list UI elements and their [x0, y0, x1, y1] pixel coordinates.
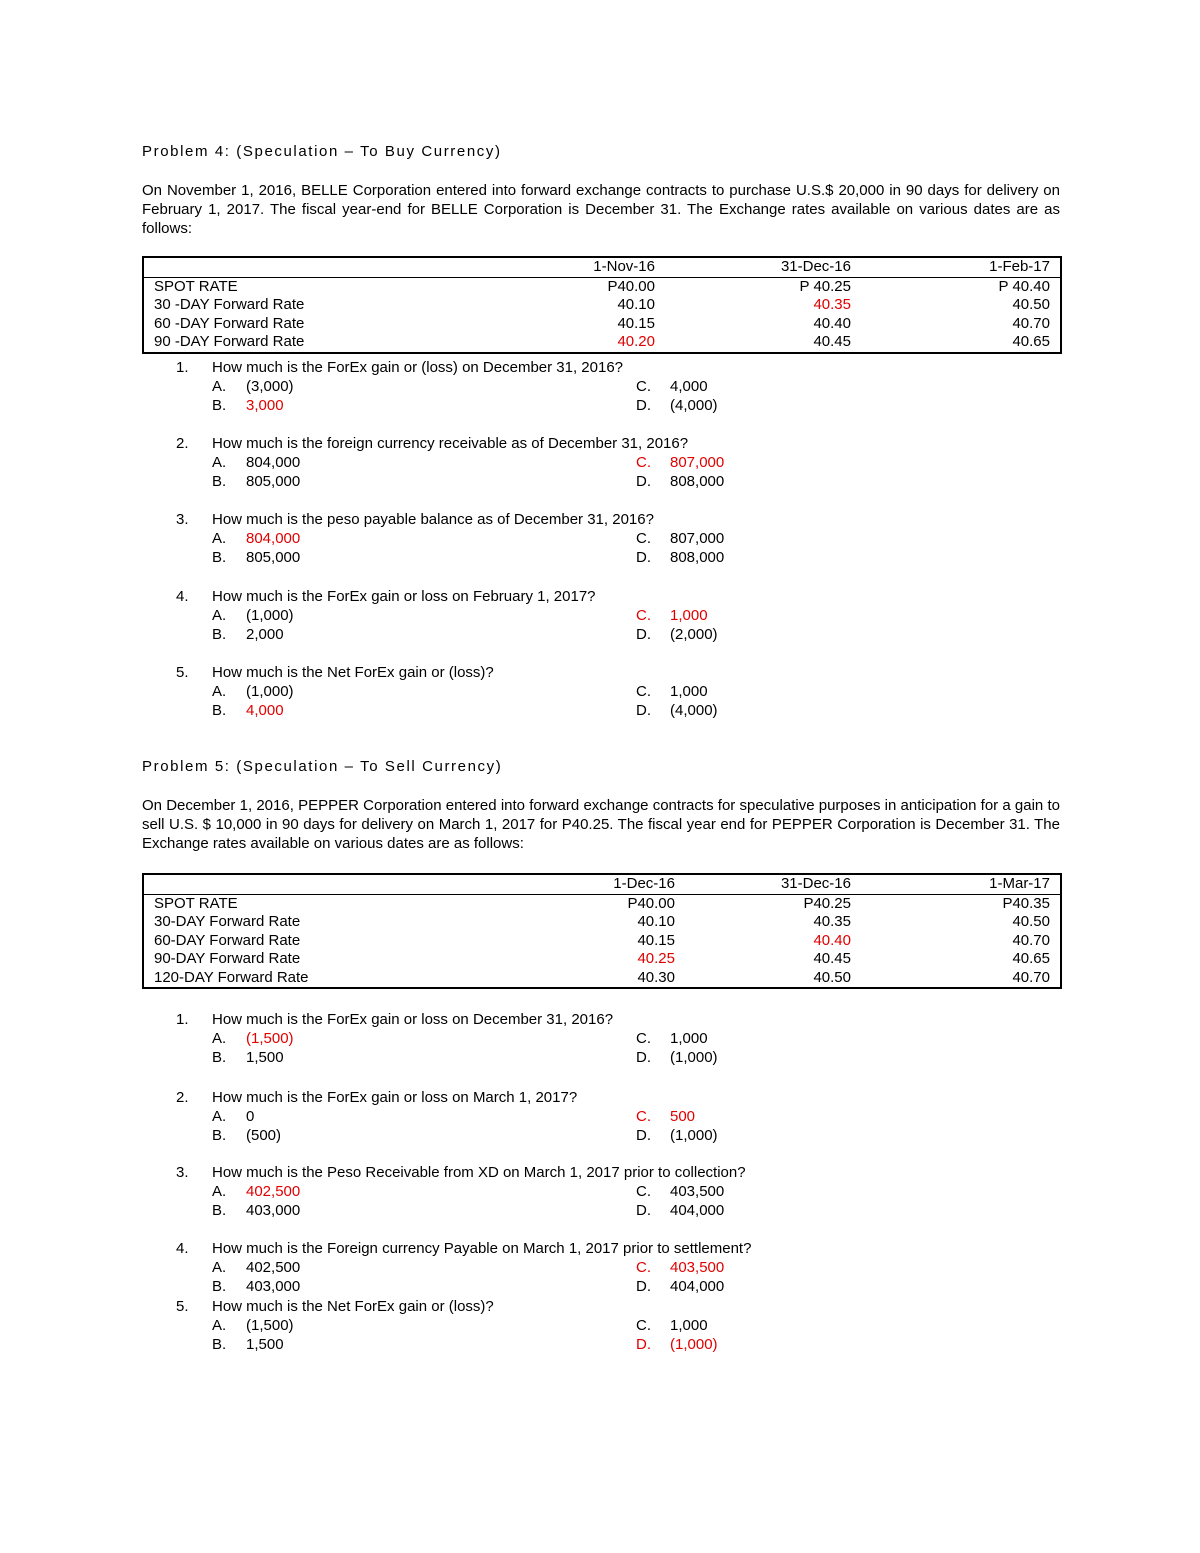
rate-label: SPOT RATE	[154, 894, 238, 912]
question-text: How much is the peso payable balance as of December 31, 2016?	[212, 511, 654, 528]
option-a: A. (1,500)	[212, 1317, 294, 1334]
table-row	[143, 950, 1061, 969]
rate-label: 60-DAY Forward Rate	[154, 931, 301, 949]
option-d: D. (1,000)	[636, 1127, 718, 1144]
option-c-answer: C. 1,000	[636, 607, 708, 624]
rate-value: 40.40	[813, 314, 851, 332]
option-d: D. (1,000)	[636, 1049, 718, 1066]
rate-value: 40.70	[1012, 968, 1050, 986]
rate-value: P40.00	[627, 894, 675, 912]
option-b: B. 1,500	[212, 1336, 284, 1353]
option-d: D. 808,000	[636, 473, 725, 490]
rate-label: 120-DAY Forward Rate	[154, 968, 309, 986]
rate-value: 40.50	[813, 968, 851, 986]
header-cell: 1-Mar-17	[893, 874, 1061, 894]
question-block	[142, 358, 1060, 415]
option-a-answer: A. 804,000	[212, 530, 301, 547]
option-d: D. (4,000)	[636, 702, 718, 719]
option-d: D. 808,000	[636, 549, 725, 566]
header-cell: 31-Dec-16	[683, 257, 893, 277]
rate-value: 40.10	[617, 296, 655, 313]
table-header-row	[143, 874, 1061, 894]
question-number: 4.	[176, 1240, 189, 1257]
option-c-answer: C. 807,000	[636, 454, 725, 471]
option-b: B. 2,000	[212, 626, 284, 643]
question-text: How much is the ForEx gain or (loss) on December 31, 2016?	[212, 359, 624, 376]
rate-value: 40.65	[1012, 333, 1050, 350]
question-block	[142, 1088, 1060, 1145]
question-number: 5.	[176, 1298, 189, 1315]
option-a-answer: A. 402,500	[212, 1183, 301, 1200]
option-c-answer: C. 500	[636, 1108, 696, 1125]
rate-value: P 40.25	[799, 277, 851, 295]
option-c: C. 403,500	[636, 1183, 725, 1200]
table-row	[143, 333, 1061, 353]
question-text: How much is the ForEx gain or loss on December 31, 2016?	[212, 1011, 614, 1028]
question-number: 2.	[176, 435, 189, 452]
question-block	[142, 1010, 1060, 1067]
problem-5-intro: On December 1, 2016, PEPPER Corporation entered into forward exchange contracts for speculative purposes in anticipation for a gain to sell U.S. $ 10,000 in 90 days for delivery on March 1, 2017 for P40.25. The fiscal year end for PEPPER Corporation is December 31. The Exchange rates available on various dates are as follows:	[142, 797, 1060, 852]
rate-label: 60 -DAY Forward Rate	[154, 314, 305, 332]
option-b: B. 403,000	[212, 1278, 301, 1295]
header-cell: 31-Dec-16	[703, 874, 893, 894]
option-c-answer: C. 403,500	[636, 1259, 725, 1276]
problem-4-intro: On November 1, 2016, BELLE Corporation entered into forward exchange contracts to purchase U.S.$ 20,000 in 90 days for delivery on February 1, 2017. The fiscal year-end for BELLE Corporation is December 31. The Exchange rates available on various dates are as follows:	[142, 182, 1060, 237]
table-row	[143, 913, 1061, 932]
option-b-answer: B. 4,000	[212, 702, 284, 719]
rate-value: 40.70	[1012, 931, 1050, 949]
question-number: 2.	[176, 1089, 189, 1106]
option-a: A. 0	[212, 1108, 255, 1125]
option-a: A. 402,500	[212, 1259, 301, 1276]
rate-value: 40.30	[637, 968, 675, 986]
option-a-answer: A. (1,500)	[212, 1030, 294, 1047]
header-cell: 1-Feb-17	[893, 257, 1061, 277]
option-d-answer: D. (1,000)	[636, 1336, 718, 1353]
option-c: C. 807,000	[636, 530, 725, 547]
rate-value: 40.15	[617, 314, 655, 332]
option-a: A. (3,000)	[212, 378, 294, 395]
rate-label: 30-DAY Forward Rate	[154, 913, 301, 930]
problem-4-heading: Problem 4: (Speculation – To Buy Currency)	[142, 143, 502, 160]
rate-label: 30 -DAY Forward Rate	[154, 296, 305, 313]
header-cell	[143, 874, 523, 894]
rate-label: 90-DAY Forward Rate	[154, 950, 301, 967]
question-text: How much is the foreign currency receivable as of December 31, 2016?	[212, 435, 689, 452]
rate-value: 40.35	[813, 913, 851, 930]
question-block	[142, 434, 1060, 491]
rate-value-highlighted: 40.25	[637, 950, 675, 967]
table-row	[143, 894, 1061, 913]
header-cell: 1-Dec-16	[523, 874, 703, 894]
question-text: How much is the ForEx gain or loss on February 1, 2017?	[212, 588, 596, 605]
rate-value-highlighted: 40.20	[617, 333, 655, 350]
rate-value: P40.25	[803, 894, 851, 912]
header-cell: 1-Nov-16	[523, 257, 683, 277]
problem-5-heading: Problem 5: (Speculation – To Sell Currency)	[142, 758, 503, 775]
question-number: 5.	[176, 664, 189, 681]
problem-5-rates-table	[142, 873, 1062, 989]
option-a: A. (1,000)	[212, 683, 294, 700]
rate-value: P40.00	[607, 277, 655, 295]
question-number: 4.	[176, 588, 189, 605]
option-d: D. 404,000	[636, 1202, 725, 1219]
option-b: B. 805,000	[212, 549, 301, 566]
option-d: D. (2,000)	[636, 626, 718, 643]
rate-value: 40.65	[1012, 950, 1050, 967]
option-d: D. (4,000)	[636, 397, 718, 414]
question-block	[142, 587, 1060, 644]
rate-value: 40.50	[1012, 913, 1050, 930]
rate-label: 90 -DAY Forward Rate	[154, 333, 305, 350]
header-cell	[143, 257, 523, 277]
option-b: B. 1,500	[212, 1049, 284, 1066]
option-c: C. 4,000	[636, 378, 708, 395]
rate-value-highlighted: 40.35	[813, 296, 851, 313]
rate-value: 40.70	[1012, 314, 1050, 332]
problem-4-rates-table	[142, 256, 1062, 354]
question-block	[142, 1239, 1060, 1296]
question-number: 3.	[176, 1164, 189, 1181]
option-b: B. 805,000	[212, 473, 301, 490]
question-text: How much is the ForEx gain or loss on March 1, 2017?	[212, 1089, 578, 1106]
rate-value: 40.10	[637, 913, 675, 930]
option-b: B. 403,000	[212, 1202, 301, 1219]
question-block	[142, 1297, 1060, 1354]
rate-value: 40.45	[813, 333, 851, 350]
option-a: A. 804,000	[212, 454, 301, 471]
rate-value: P40.35	[1002, 894, 1050, 912]
table-row	[143, 315, 1061, 334]
option-c: C. 1,000	[636, 1317, 708, 1334]
option-a: A. (1,000)	[212, 607, 294, 624]
question-block	[142, 510, 1060, 567]
rate-value: 40.45	[813, 950, 851, 967]
option-b-answer: B. 3,000	[212, 397, 284, 414]
rate-value: 40.50	[1012, 296, 1050, 313]
rate-value: P 40.40	[998, 277, 1050, 295]
option-b: B. (500)	[212, 1127, 282, 1144]
rate-value: 40.15	[637, 931, 675, 949]
question-number: 3.	[176, 511, 189, 528]
rate-value-highlighted: 40.40	[813, 931, 851, 949]
table-header-row	[143, 257, 1061, 277]
question-text: How much is the Foreign currency Payable on March 1, 2017 prior to settlement?	[212, 1240, 752, 1257]
table-row	[143, 932, 1061, 951]
question-block	[142, 1163, 1060, 1220]
table-row	[143, 296, 1061, 315]
question-number: 1.	[176, 1011, 189, 1028]
rate-label: SPOT RATE	[154, 277, 238, 295]
option-d: D. 404,000	[636, 1278, 725, 1295]
option-c: C. 1,000	[636, 1030, 708, 1047]
table-row	[143, 277, 1061, 296]
question-text: How much is the Net ForEx gain or (loss)?	[212, 664, 494, 681]
option-c: C. 1,000	[636, 683, 708, 700]
question-text: How much is the Peso Receivable from XD on March 1, 2017 prior to collection?	[212, 1164, 746, 1181]
table-row	[143, 969, 1061, 989]
question-text: How much is the Net ForEx gain or (loss)?	[212, 1298, 494, 1315]
question-number: 1.	[176, 359, 189, 376]
question-block	[142, 663, 1060, 720]
